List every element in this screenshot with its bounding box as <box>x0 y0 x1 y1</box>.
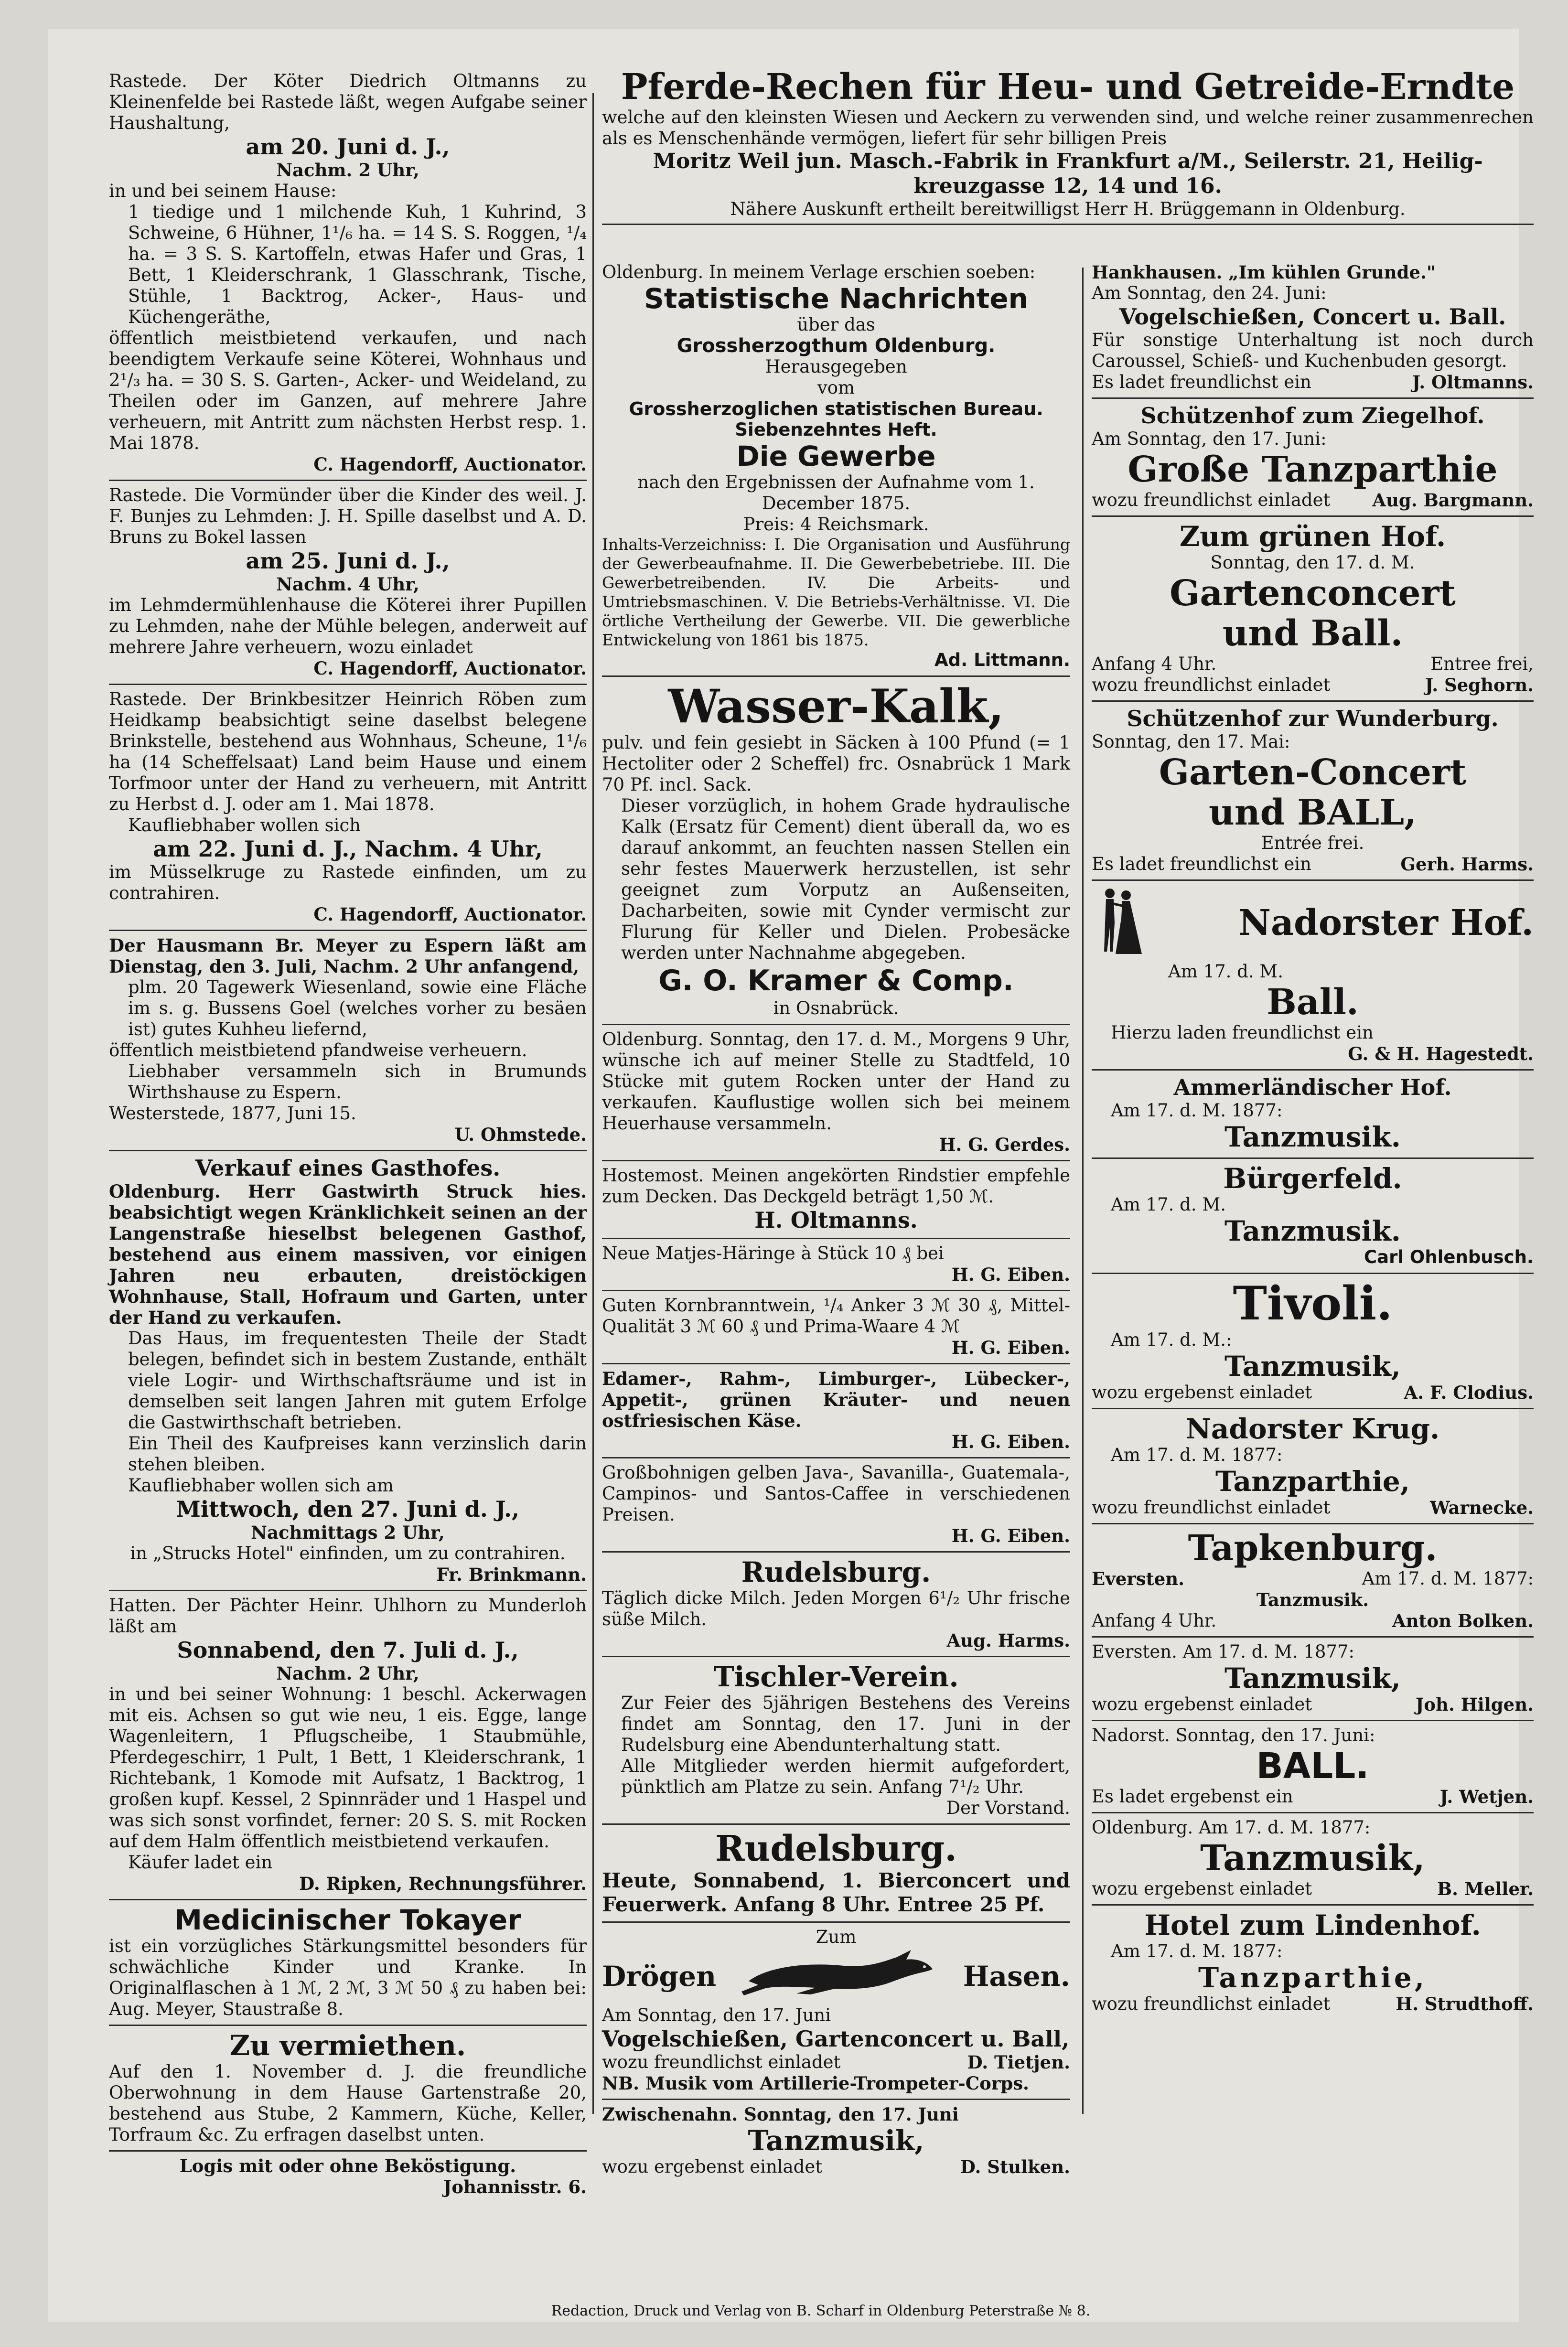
ad-heading: Nadorster Hof. <box>1238 902 1534 943</box>
ad-zwischenahn-tanzmusik <box>602 2100 1070 2182</box>
ad-rudelsburg-milch <box>602 1553 1070 1657</box>
ad-signature: D. Tietjen. <box>967 2052 1070 2073</box>
ad-text: Am Sonntag, den 17. Juni <box>602 2005 831 2025</box>
ad-contact: Nähere Auskunft ertheilt bereitwilligst Herr H. Brüggemann in Oldenburg. <box>730 199 1406 219</box>
ad-sign-row <box>1092 1694 1534 1715</box>
ad-date: Sonntag, den 17. Mai: <box>1092 731 1290 752</box>
ad-date: am 22. Juni d. J., Nachm. 4 Uhr, <box>153 836 543 862</box>
ad-text: Es ladet ergebenst ein <box>1092 1786 1293 1807</box>
ad-text: Rastede. Der Brinkbesitzer Heinrich Röben zum Heidkamp beabsichtigt seine daselbst belegene Brinkstelle, bestehend aus Wohnhaus, Scheune, 1¹/₆ ha (14 Scheffelsaat) Land beim Hause und einem Torfmoor unter der Hand zu verheuern, mit Antritt zu Herbst d. J. oder am 1. Mai 1878. <box>109 689 587 814</box>
ad-wunderburg <box>1092 702 1534 881</box>
ad-signature: G. & H. Hagestedt. <box>1348 1043 1534 1064</box>
ad-signature: H. G. Eiben. <box>951 1431 1070 1452</box>
ad-signature: Warnecke. <box>1430 1497 1534 1518</box>
ad-heading: Drögen <box>602 1960 717 1993</box>
ad-text: welche auf den kleinsten Wiesen und Aeckern zu verwenden sind, und welche reiner zusammenrechen als es Menschenhände vermögen, liefert für sehr billigen Preis <box>602 107 1534 149</box>
ad-text: öffentlich meistbietend pfandweise verheuern. <box>109 1040 527 1061</box>
ad-uhlhorn-auction <box>109 1591 587 1900</box>
ad-text: Guten Kornbranntwein, ¹/₄ Anker 3 ℳ 30 ₰, Mittel-Qualität 3 ℳ 60 ₰ und Prima-Waare 4 ℳ <box>602 1295 1070 1337</box>
ad-heading: Tanzmusik, <box>1200 1838 1425 1879</box>
ad-buergerfeld <box>1092 1159 1534 1274</box>
ad-heading: Schützenhof zum Ziegelhof. <box>1140 403 1485 429</box>
ad-text: Alle Mitglieder werden hiermit aufgefordert, pünktlich am Platze zu sein. Anfang 7¹/₂ Uhr. <box>621 1756 1070 1797</box>
ad-heading: Rudelsburg. <box>741 1556 931 1588</box>
ad-ammerlaendischer-hof <box>1092 1071 1534 1159</box>
ad-time: Nachm. 4 Uhr, <box>276 574 419 595</box>
ad-date: Am 17. d. M. 1877: <box>1111 1100 1283 1121</box>
ad-time: Nachm. 2 Uhr, <box>276 1663 419 1684</box>
ad-oltmanns-stier <box>602 1161 1070 1239</box>
ad-date: Nadorst. Sonntag, den 17. Juni: <box>1092 1725 1375 1746</box>
ad-heading: und Ball. <box>1222 613 1403 654</box>
ad-sign-row <box>1092 372 1534 393</box>
ad-date: Mittwoch, den 27. Juni d. J., <box>176 1496 520 1522</box>
ad-signature: C. Hagendorff, Auctionator. <box>313 904 587 925</box>
ad-signature: U. Ohmstede. <box>454 1124 587 1145</box>
ad-eiben-caffee <box>602 1458 1070 1553</box>
ad-text: Anfang 4 Uhr. <box>1092 1610 1217 1631</box>
ad-text: in und bei seinem Hause: <box>109 181 337 201</box>
ad-signature: C. Hagendorff, Auctionator. <box>313 658 587 679</box>
ad-date: Oldenburg. Am 17. d. M. 1877: <box>1092 1817 1371 1838</box>
ad-pferde-rechen <box>602 67 1534 225</box>
ad-info-row <box>1092 1568 1534 1589</box>
ad-heading: Tivoli. <box>1233 1276 1393 1330</box>
ad-text: im Müsselkruge zu Rastede einfinden, um zu contrahiren. <box>109 862 587 903</box>
ad-signature: Aug. Harms. <box>946 1630 1070 1651</box>
ad-nadorst-ball <box>1092 1721 1534 1813</box>
ad-text: Täglich dicke Milch. Jeden Morgen 6¹/₂ Uhr frische süße Milch. <box>602 1588 1070 1629</box>
ad-text: wozu ergebenst einladet <box>1092 1382 1312 1403</box>
ad-address: Johannisstr. 6. <box>443 2176 587 2197</box>
ad-place-date: Westerstede, 1877, Juni 15. <box>109 1103 356 1124</box>
ad-heading: Die Gewerbe <box>736 440 936 472</box>
column-3 <box>1092 258 1534 2019</box>
ad-signature: J. Seghorn. <box>1425 675 1534 696</box>
ad-note: NB. Musik vom Artillerie-Trompeter-Corps. <box>602 2073 1029 2094</box>
ad-heading: Tanzparthie, <box>1215 1465 1410 1498</box>
column-1 <box>109 67 587 2202</box>
ad-text: Ein Theil des Kaufpreises kann verzinslich darin stehen bleiben. <box>128 1433 587 1475</box>
ad-heading: Ball. <box>1267 982 1359 1023</box>
ad-text: Es ladet freundlichst ein <box>1092 854 1311 874</box>
ad-heading: Zu vermiethen. <box>229 2029 466 2062</box>
ad-text: nach den Ergebnissen der Aufnahme vom 1. December 1875. <box>637 472 1035 514</box>
ad-text: Oldenburg. Herr Gastwirth Struck hies. beabsichtigt wegen Kränklichkeit seinen an der Langenstraße hieselbst belegenen Gasthof, bestehend aus einem massiven, vor einigen Jahren neu erbauten, dreistöckigen Wohnhause, Stall, Hofraum und Garten, unter der Hand zu verkaufen. <box>109 1181 587 1328</box>
column-2 <box>602 258 1070 2182</box>
ad-heading: Tanzmusik, <box>1224 1662 1401 1694</box>
ad-oldenburg-meller <box>1092 1813 1534 1906</box>
ad-text: Rastede. Die Vormünder über die Kinder des weil. J. F. Bunjes zu Lehmden: J. H. Spille daselbst und A. D. Bruns zu Bokel lassen <box>109 485 587 547</box>
ad-signature: J. Oltmanns. <box>1412 372 1534 393</box>
ad-text: plm. 20 Tagewerk Wiesenland, sowie eine Fläche im s. g. Bussens Goel (welches vorher zu besäen ist) gutes Kuhheu liefernd, <box>128 977 587 1040</box>
ad-eversten-hilgen <box>1092 1638 1534 1721</box>
ad-text: Zum <box>816 1927 857 1947</box>
ad-signature: Ad. Littmann. <box>934 650 1070 670</box>
ad-text: Entree frei, <box>1430 654 1534 674</box>
ad-date: Am 17. d. M. 1877: <box>1362 1568 1534 1589</box>
ad-gasthof-sale <box>109 1151 587 1591</box>
ad-date: Eversten. Am 17. d. M. 1877: <box>1092 1641 1355 1662</box>
ad-text: ist ein vorzügliches Stärkungsmittel besonders für schwächliche Kinder und Kranke. In Originalflaschen à 1 ℳ, 2 ℳ, 3 ℳ 50 ₰ zu haben bei: Aug. Meyer, Staustraße 8. <box>109 1936 587 2019</box>
ad-sign-row <box>1092 1993 1534 2015</box>
ad-oltmanns-auction <box>109 67 587 481</box>
ad-heading: Tapkenburg. <box>1188 1528 1438 1569</box>
ad-tivoli <box>1092 1274 1534 1409</box>
ad-signature: A. F. Clodius. <box>1404 1382 1534 1403</box>
ad-text: Anfang 4 Uhr. <box>1092 654 1217 674</box>
ad-sign-row <box>602 2156 1070 2177</box>
ad-eiben-matjes <box>602 1239 1070 1291</box>
ad-date: Am 17. d. M. 1877: <box>1111 1941 1283 1961</box>
ad-signature: J. Wetjen. <box>1439 1786 1534 1807</box>
ad-text: Grossherzoglichen statistischen Bureau. <box>629 398 1043 419</box>
ad-text: Großbohnigen gelben Java-, Savanilla-, Guatemala-, Campinos- und Santos-Caffee in verschiedenen Preisen. <box>602 1462 1070 1525</box>
ad-nadorster-hof <box>1092 881 1534 1071</box>
ad-signature: Carl Ohlenbusch. <box>1364 1247 1534 1267</box>
ad-text: vom <box>817 377 855 398</box>
ad-company: G. O. Kramer & Comp. <box>658 964 1014 997</box>
ad-signature: H. G. Eiben. <box>951 1525 1070 1546</box>
imprint-footer: Redaction, Druck und Verlag von B. Scharf in Oldenburg Peterstraße № 8. <box>551 2303 1091 2319</box>
ad-text: Herausgegeben <box>765 356 907 377</box>
ad-eiben-kaese <box>602 1364 1070 1458</box>
ad-text: Heute, Sonnabend, 1. Bierconcert und Feuerwerk. Anfang 8 Uhr. Entree 25 Pf. <box>602 1869 1070 1916</box>
ad-heading: Medicinischer Tokayer <box>174 1904 521 1936</box>
ad-date: Am 17. d. M. <box>1168 961 1284 982</box>
ad-contents: Inhalts-Verzeichniss: I. Die Organisation und Ausführung der Gewerbeaufnahme. II. Die Gewerbebetriebe. III. Die Gewerbetreibenden. IV. Die Arbeits- und Umtriebsmaschinen. V. Die Betriebs-Verhältnisse. VI. Die örtliche Vertheilung der Gewerbe. VII. Die gewerbliche Entwickelung von 1861 bis 1875. <box>602 535 1070 649</box>
ad-date: Am 17. d. M. <box>1111 1194 1226 1215</box>
ad-subheading: Grossherzogthum Oldenburg. <box>677 335 996 357</box>
ad-eiben-kornbranntwein <box>602 1291 1070 1364</box>
ad-sign-row <box>1092 1497 1534 1518</box>
ad-signature: Fr. Brinkmann. <box>436 1564 587 1585</box>
ad-sign-row <box>1092 1610 1534 1631</box>
ad-sign-row <box>1092 854 1534 875</box>
ad-signature: B. Meller. <box>1437 1878 1534 1899</box>
ad-text: Es ladet freundlichst ein <box>1092 372 1311 392</box>
ad-text: wozu freundlichst einladet <box>602 2052 841 2072</box>
nadorster-title-row <box>1092 885 1534 961</box>
ad-heading: Tanzmusik. <box>1224 1215 1401 1247</box>
ad-text: wozu freundlichst einladet <box>1092 1497 1331 1518</box>
ad-signature: Der Vorstand. <box>946 1798 1070 1818</box>
ad-text: Oldenburg. In meinem Verlage erschien soeben: <box>602 262 1036 282</box>
ad-rudelsburg-bierconcert <box>602 1825 1070 1923</box>
ad-text: Das Haus, im frequentesten Theile der Stadt belegen, befindet sich in bestem Zustande, enthält viele Logir- und Wirthschaftsräume und ist in demselben seit langen Jahren mit gutem Erfolge die Gastwirthschaft betrieben. <box>128 1328 587 1433</box>
ad-date: Am 17. d. M. 1877: <box>1111 1445 1283 1465</box>
ad-bunjes-lease <box>109 481 587 685</box>
ad-info-row <box>1092 654 1534 675</box>
ad-text: Edamer-, Rahm-, Limburger-, Lübecker-, Appetit-, grünen Kräuter- und neuen ostfriesischen Käse. <box>602 1368 1070 1431</box>
ad-logis <box>109 2152 587 2202</box>
ad-text: Neue Matjes-Häringe à Stück 10 ₰ bei <box>602 1243 944 1264</box>
ad-text: Liebhaber versammeln sich in Brumunds Wirthshause zu Espern. <box>128 1061 587 1103</box>
ad-signature: Gerh. Harms. <box>1400 854 1534 875</box>
ad-heading: Nadorster Krug. <box>1185 1413 1440 1445</box>
ad-text: wozu freundlichst einladet <box>1092 675 1331 695</box>
ad-gerdes-rocken <box>602 1025 1070 1161</box>
ad-date: Sonntag, den 17. d. M. <box>1210 552 1415 573</box>
hasen-title-row <box>602 1948 1070 2005</box>
ad-heading: Hotel zum Lindenhof. <box>1144 1909 1481 1941</box>
ad-hankhausen <box>1092 258 1534 399</box>
ad-text: wozu ergebenst einladet <box>1092 1878 1312 1899</box>
ad-company: Moritz Weil jun. Masch.-Fabrik in Frankfurt a/M., Seilerstr. 21, Heilig-kreuzgasse 12, 14 und 16. <box>653 149 1483 198</box>
ad-heading: Vogelschießen, Concert u. Ball. <box>1119 304 1506 330</box>
ad-text: über das <box>797 314 875 335</box>
ad-text: Rastede. Der Köter Diedrich Oltmanns zu Kleinenfelde bei Rastede läßt, wegen Aufgabe seiner Haushaltung, <box>109 71 587 133</box>
ad-signature: H. G. Eiben. <box>951 1337 1070 1358</box>
ad-sign-row <box>1092 490 1534 511</box>
ad-signature: Aug. Bargmann. <box>1372 490 1534 511</box>
ad-heading: Tischler-Verein. <box>713 1661 959 1693</box>
ad-text: Entrée frei. <box>1261 833 1364 853</box>
ad-meyer-meadow <box>109 931 587 1151</box>
ad-time: Nachm. 2 Uhr, <box>276 160 419 181</box>
ad-text: im Lehmdermühlenhause die Köterei ihrer Pupillen zu Lehmden, nahe der Mühle belegen, anderweit auf mehrere Jahre verheuern, wozu einladet <box>109 595 587 657</box>
ad-droegen-hasen <box>602 1923 1070 2100</box>
ad-date: am 25. Juni d. J., <box>246 548 450 574</box>
ad-nadorster-krug <box>1092 1409 1534 1524</box>
ad-text: Zur Feier des 5jährigen Bestehens des Vereins findet am Sonntag, den 17. Juni in der Rudelsburg eine Abendunterhaltung statt. <box>621 1693 1070 1755</box>
ad-tischler-verein <box>602 1657 1070 1825</box>
ad-time: Nachmittags 2 Uhr, <box>251 1522 445 1543</box>
ad-date: Sonnabend, den 7. Juli d. J., <box>177 1637 519 1663</box>
ad-heading: und BALL, <box>1209 792 1417 833</box>
ad-signature: D. Stulken. <box>960 2156 1070 2177</box>
ad-text: in „Strucks Hotel" einfinden, um zu contrahiren. <box>130 1543 566 1564</box>
ad-signature: H. Strudthoff. <box>1396 1993 1534 2015</box>
ad-text: Zwischenahn. Sonntag, den 17. Juni <box>602 2104 959 2125</box>
ad-statistische-nachrichten <box>602 258 1070 677</box>
ad-heading: BALL. <box>1256 1746 1369 1787</box>
ad-text: Der Hausmann Br. Meyer zu Espern läßt am Dienstag, den 3. Juli, Nachm. 2 Uhr anfangend, <box>109 935 587 977</box>
ad-signature: D. Ripken, Rechnungsführer. <box>299 1873 587 1894</box>
ad-heading: Tanzmusik, <box>1224 1350 1401 1382</box>
ad-heading: Bürgerfeld. <box>1223 1162 1402 1195</box>
ad-heading: Garten-Concert <box>1159 752 1467 793</box>
ad-sign-row <box>1092 1382 1534 1403</box>
ad-text: pulv. und fein gesiebt in Säcken à 100 Pfund (= 1 Hectoliter oder 2 Scheffel) frc. Osnabrück 1 Mark 70 Pf. incl. Sack. <box>602 732 1070 795</box>
ad-text: Oldenburg. Sonntag, den 17. d. M., Morgens 9 Uhr, wünsche ich auf meiner Stelle zu Stadtfeld, 10 Stücke mit gutem Rocken unter der Hand zu verkaufen. Kauflustige wollen sich bei meinem Heuerhause versammeln. <box>602 1029 1070 1134</box>
ad-text: öffentlich meistbietend verkaufen, und nach beendigtem Verkaufe seine Köterei, Wohnhaus und 2¹/₃ ha. = 30 S. S. Garten-, Acker- und Weideland, zu Theilen oder im Ganzen, auf mehrere Jahre verheuern, mit Antritt zum nächsten Herbst resp. 1. Mai 1878. <box>109 328 587 453</box>
ad-text: Hatten. Der Pächter Heinr. Uhlhorn zu Munderloh läßt am <box>109 1595 587 1637</box>
ad-text: Hostemost. Meinen angekörten Rindstier empfehle zum Decken. Das Deckgeld beträgt 1,50 ℳ. <box>602 1165 1070 1207</box>
ad-subheading: Vogelschießen, Gartenconcert u. Ball, <box>602 2026 1070 2052</box>
ad-sign-row <box>602 2052 1070 2073</box>
ad-text: Für sonstige Unterhaltung ist noch durch Caroussel, Schieß- und Kuchenbuden gesorgt. <box>1092 330 1534 371</box>
ad-date: Am Sonntag, den 24. Juni: <box>1092 283 1327 303</box>
ad-text: Hierzu laden freundlichst ein <box>1111 1022 1374 1043</box>
ad-ziegelhof <box>1092 399 1534 517</box>
ad-zu-vermiethen <box>109 2026 587 2152</box>
dancing-couple-icon <box>1092 885 1144 961</box>
ad-heading: Tanzmusik, <box>748 2124 924 2157</box>
ad-text: in Osnabrück. <box>773 998 899 1018</box>
ad-signature: H. G. Eiben. <box>951 1264 1070 1285</box>
ad-heading: Zum grünen Hof. <box>1179 520 1446 553</box>
ad-text: wozu ergebenst einladet <box>1092 1694 1312 1715</box>
ad-sign-row <box>1092 675 1534 696</box>
ad-heading: Tanzparthie, <box>1198 1961 1428 1994</box>
ad-sign-row <box>1092 1878 1534 1899</box>
ad-text: Eversten. <box>1092 1568 1184 1589</box>
ad-sign-row <box>1092 1786 1534 1807</box>
ad-text: Siebenzehntes Heft. <box>735 419 937 440</box>
ad-heading: Rudelsburg. <box>715 1828 957 1869</box>
ad-heading: Gartenconcert <box>1170 573 1456 614</box>
ad-roeben-lease <box>109 685 587 931</box>
ad-text: Kaufliebhaber wollen sich am <box>128 1475 394 1496</box>
ad-text: Hankhausen. „Im kühlen Grunde." <box>1092 262 1436 283</box>
ad-wasser-kalk <box>602 677 1070 1025</box>
ad-signature: H. Oltmanns. <box>754 1207 918 1233</box>
ad-items: 1 tiedige und 1 milchende Kuh, 1 Kuhrind, 3 Schweine, 6 Hühner, 1¹/₆ ha. = 14 S. S. Roggen, ¹/₄ ha. = 3 S. S. Kartoffeln, etwas Hafer und Gras, 1 Bett, 1 Kleiderschrank, 1 Glasschrank, Tische, Stühle, 1 Backtrog, Acker-, Haus- und Küchengeräthe, <box>128 202 587 327</box>
ad-date: Am Sonntag, den 17. Juni: <box>1092 429 1327 449</box>
ad-text: Auf den 1. November d. J. die freundliche Oberwohnung in dem Hause Gartenstraße 20, bestehend aus Stube, 2 Kammern, Küche, Keller, Torfraum &c. Zu erfragen daselbst unten. <box>109 2061 587 2145</box>
ad-heading: Ammerländischer Hof. <box>1173 1074 1452 1100</box>
ad-signature: H. G. Gerdes. <box>939 1134 1070 1155</box>
ad-heading: Logis mit oder ohne Beköstigung. <box>179 2155 516 2176</box>
ad-heading: Statistische Nachrichten <box>644 282 1028 315</box>
ad-lindenhof <box>1092 1906 1534 2019</box>
ad-text: wozu freundlichst einladet <box>1092 1993 1331 2014</box>
ad-items: in und bei seiner Wohnung: 1 beschl. Ackerwagen mit eis. Achsen so gut wie neu, 1 eis. Egge, lange Wagenleitern, 1 Pflugscheibe, 1 Staubmühle, Pferdegeschirr, 1 Pult, 1 Bett, 1 Kleiderschrank, 1 Richtebank, 1 Komode mit Aufsatz, 1 Backtrog, 1 großen kupf. Kessel, 2 Spinnräder und 1 Haspel und was sich sonst vorfindet, ferner: 20 S. S. mit Rocken auf dem Halm öffentlich meistbietend verkaufen. <box>109 1684 587 1852</box>
ad-heading: Verkauf eines Gasthofes. <box>195 1155 501 1181</box>
ad-heading: Tanzmusik. <box>1224 1121 1401 1153</box>
ad-gruener-hof <box>1092 517 1534 702</box>
ad-price: Preis: 4 Reichsmark. <box>743 514 929 535</box>
column-rule-2 <box>1082 268 1084 2114</box>
ad-text: Kaufliebhaber wollen sich <box>128 815 361 836</box>
ad-tapkenburg <box>1092 1524 1534 1638</box>
ad-text: wozu ergebenst einladet <box>602 2156 823 2177</box>
ad-heading: Wasser-Kalk, <box>668 679 1004 733</box>
ad-text: Käufer ladet ein <box>128 1852 273 1873</box>
ad-heading: Schützenhof zur Wunderburg. <box>1127 706 1499 731</box>
ad-date: Am 17. d. M.: <box>1111 1329 1232 1350</box>
ad-signature: Anton Bolken. <box>1392 1610 1534 1631</box>
hare-illustration-icon <box>739 1948 940 2005</box>
column-rule-1 <box>592 93 594 2114</box>
ad-signature: C. Hagendorff, Auctionator. <box>313 454 587 475</box>
ad-heading: Große Tanzparthie <box>1128 449 1498 490</box>
ad-date: am 20. Juni d. J., <box>246 134 450 160</box>
ad-tokayer <box>109 1900 587 2026</box>
ad-text: Dieser vorzüglich, in hohem Grade hydraulische Kalk (Ersatz für Cement) dient überall da, wo es darauf ankommt, an feuchten nassen Stellen ein sehr festes Mauerwerk herzustellen, ist sehr geeignet zum Vorputz an Außenseiten, Dacharbeiten, sowie mit Cynder vermischt zur Flurung für Keller und Dielen. Probesäcke werden unter Nachnahme abgegeben. <box>621 795 1070 963</box>
ad-title: Pferde-Rechen für Heu- und Getreide-Erndte <box>621 66 1515 107</box>
ad-heading: Hasen. <box>963 1960 1070 1993</box>
ad-signature: Joh. Hilgen. <box>1415 1694 1534 1715</box>
ad-text: wozu freundlichst einladet <box>1092 490 1331 510</box>
ad-heading: Tanzmusik. <box>1256 1589 1369 1610</box>
